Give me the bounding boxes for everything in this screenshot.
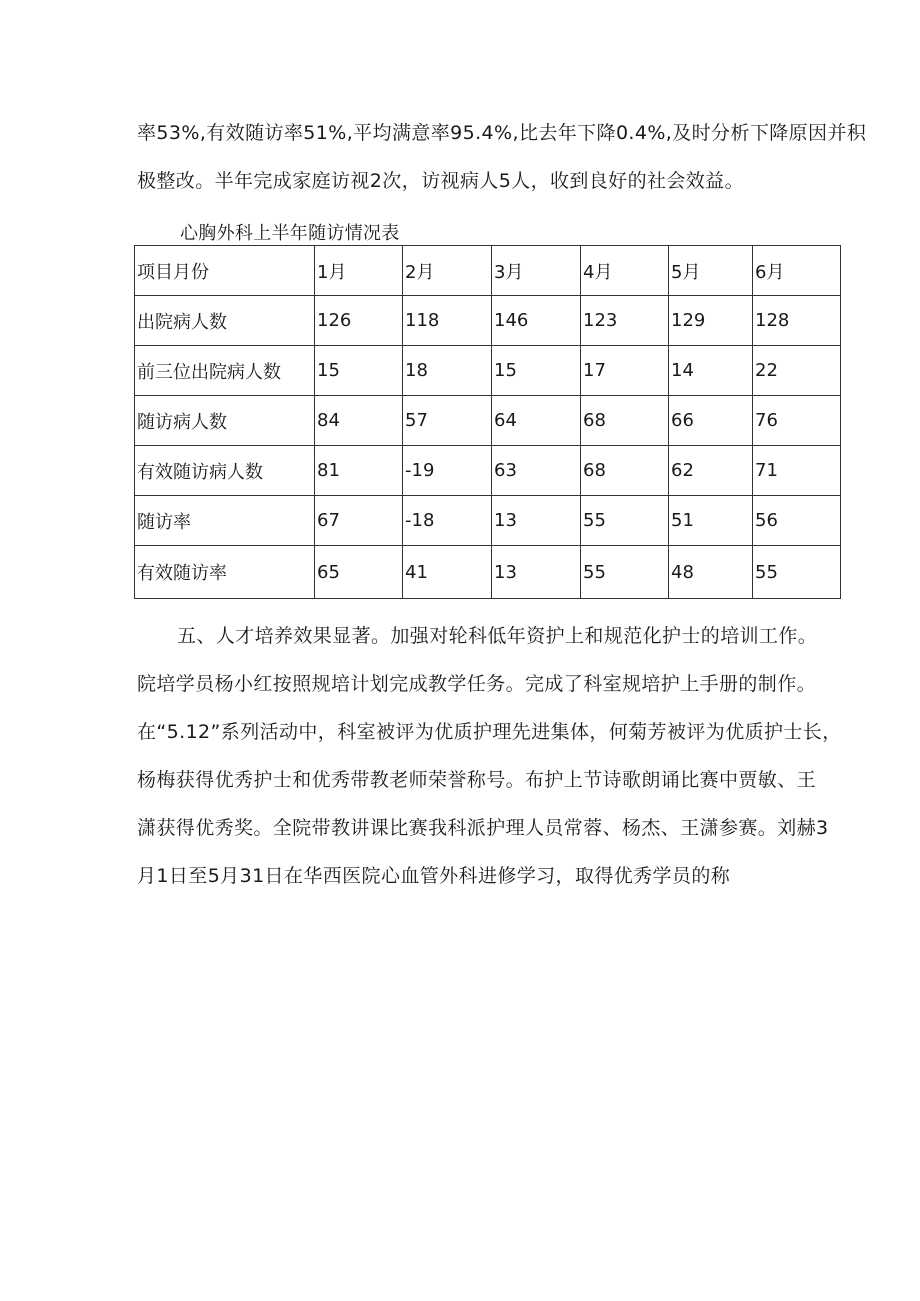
table-cell: 146: [492, 296, 581, 346]
header-cell-month-4: 4月: [581, 246, 669, 296]
table-cell: 126: [315, 296, 403, 346]
table-cell: 66: [669, 396, 753, 446]
row-label: 随访病人数: [135, 396, 315, 446]
header-cell-month-5: 5月: [669, 246, 753, 296]
table-cell: 22: [753, 346, 841, 396]
table-cell: 15: [492, 346, 581, 396]
header-cell-month-6: 6月: [753, 246, 841, 296]
table-cell: 123: [581, 296, 669, 346]
table-cell: -18: [403, 496, 492, 546]
table-cell: 56: [753, 496, 841, 546]
row-label: 随访率: [135, 496, 315, 546]
row-label: 有效随访病人数: [135, 446, 315, 496]
row-label: 前三位出院病人数: [135, 346, 315, 396]
table-cell: 48: [669, 546, 753, 599]
table-cell: 62: [669, 446, 753, 496]
paragraph-line: 月1日至5月31日在华西医院心血管外科进修学习，取得优秀学员的称: [137, 865, 731, 887]
paragraph-line: 五、人才培养效果显著。加强对轮科低年资护上和规范化护士的培训工作。: [177, 625, 818, 647]
table-cell: 128: [753, 296, 841, 346]
table-cell: 63: [492, 446, 581, 496]
header-cell-item: 项目月份: [135, 246, 315, 296]
row-label: 有效随访率: [135, 546, 315, 599]
table-cell: 81: [315, 446, 403, 496]
paragraph-line: 在“5.12”系列活动中，科室被评为优质护理先进集体，何菊芳被评为优质护士长，: [137, 721, 842, 743]
table-cell: 57: [403, 396, 492, 446]
table-cell: 41: [403, 546, 492, 599]
paragraph-line: 杨梅获得优秀护士和优秀带教老师荣誉称号。布护上节诗歌朗诵比赛中贾敏、王: [137, 769, 817, 791]
table-cell: 15: [315, 346, 403, 396]
table-cell: 118: [403, 296, 492, 346]
table-cell: 17: [581, 346, 669, 396]
table-cell: 68: [581, 396, 669, 446]
table-header-row: [135, 246, 841, 296]
table-cell: 76: [753, 396, 841, 446]
table-caption: 心胸外科上半年随访情况表: [180, 223, 400, 244]
paragraph-line: 潇获得优秀奖。全院带教讲课比赛我科派护理人员常蓉、杨杰、王潇参赛。刘赫3: [137, 817, 829, 839]
table-cell: 84: [315, 396, 403, 446]
table-cell: 55: [753, 546, 841, 599]
row-label: 出院病人数: [135, 296, 315, 346]
table-cell: 51: [669, 496, 753, 546]
table-cell: 64: [492, 396, 581, 446]
table-cell: 14: [669, 346, 753, 396]
table-row: [135, 496, 841, 546]
table-cell: 129: [669, 296, 753, 346]
table-cell: 13: [492, 496, 581, 546]
table-cell: 65: [315, 546, 403, 599]
table-row: [135, 446, 841, 496]
follow-up-table: [134, 245, 841, 599]
table-cell: 67: [315, 496, 403, 546]
table-cell: 18: [403, 346, 492, 396]
header-cell-month-1: 1月: [315, 246, 403, 296]
table-cell: -19: [403, 446, 492, 496]
header-cell-month-3: 3月: [492, 246, 581, 296]
table-row: [135, 296, 841, 346]
intro-line-2: 极整改。半年完成家庭访视2次，访视病人5人，收到良好的社会效益。: [137, 170, 744, 192]
table-cell: 68: [581, 446, 669, 496]
table-cell: 13: [492, 546, 581, 599]
table-row: [135, 546, 841, 599]
table-cell: 71: [753, 446, 841, 496]
section-five-paragraph: [137, 622, 849, 910]
intro-line-1: 率53%,有效随访率51%,平均满意率95.4%,比去年下降0.4%,及时分析下降原因并积: [137, 122, 867, 144]
table-row: [135, 346, 841, 396]
table-row: [135, 396, 841, 446]
table-cell: 55: [581, 546, 669, 599]
table-cell: 55: [581, 496, 669, 546]
header-cell-month-2: 2月: [403, 246, 492, 296]
paragraph-line: 院培学员杨小红按照规培计划完成教学任务。完成了科室规培护上手册的制作。: [137, 673, 817, 695]
